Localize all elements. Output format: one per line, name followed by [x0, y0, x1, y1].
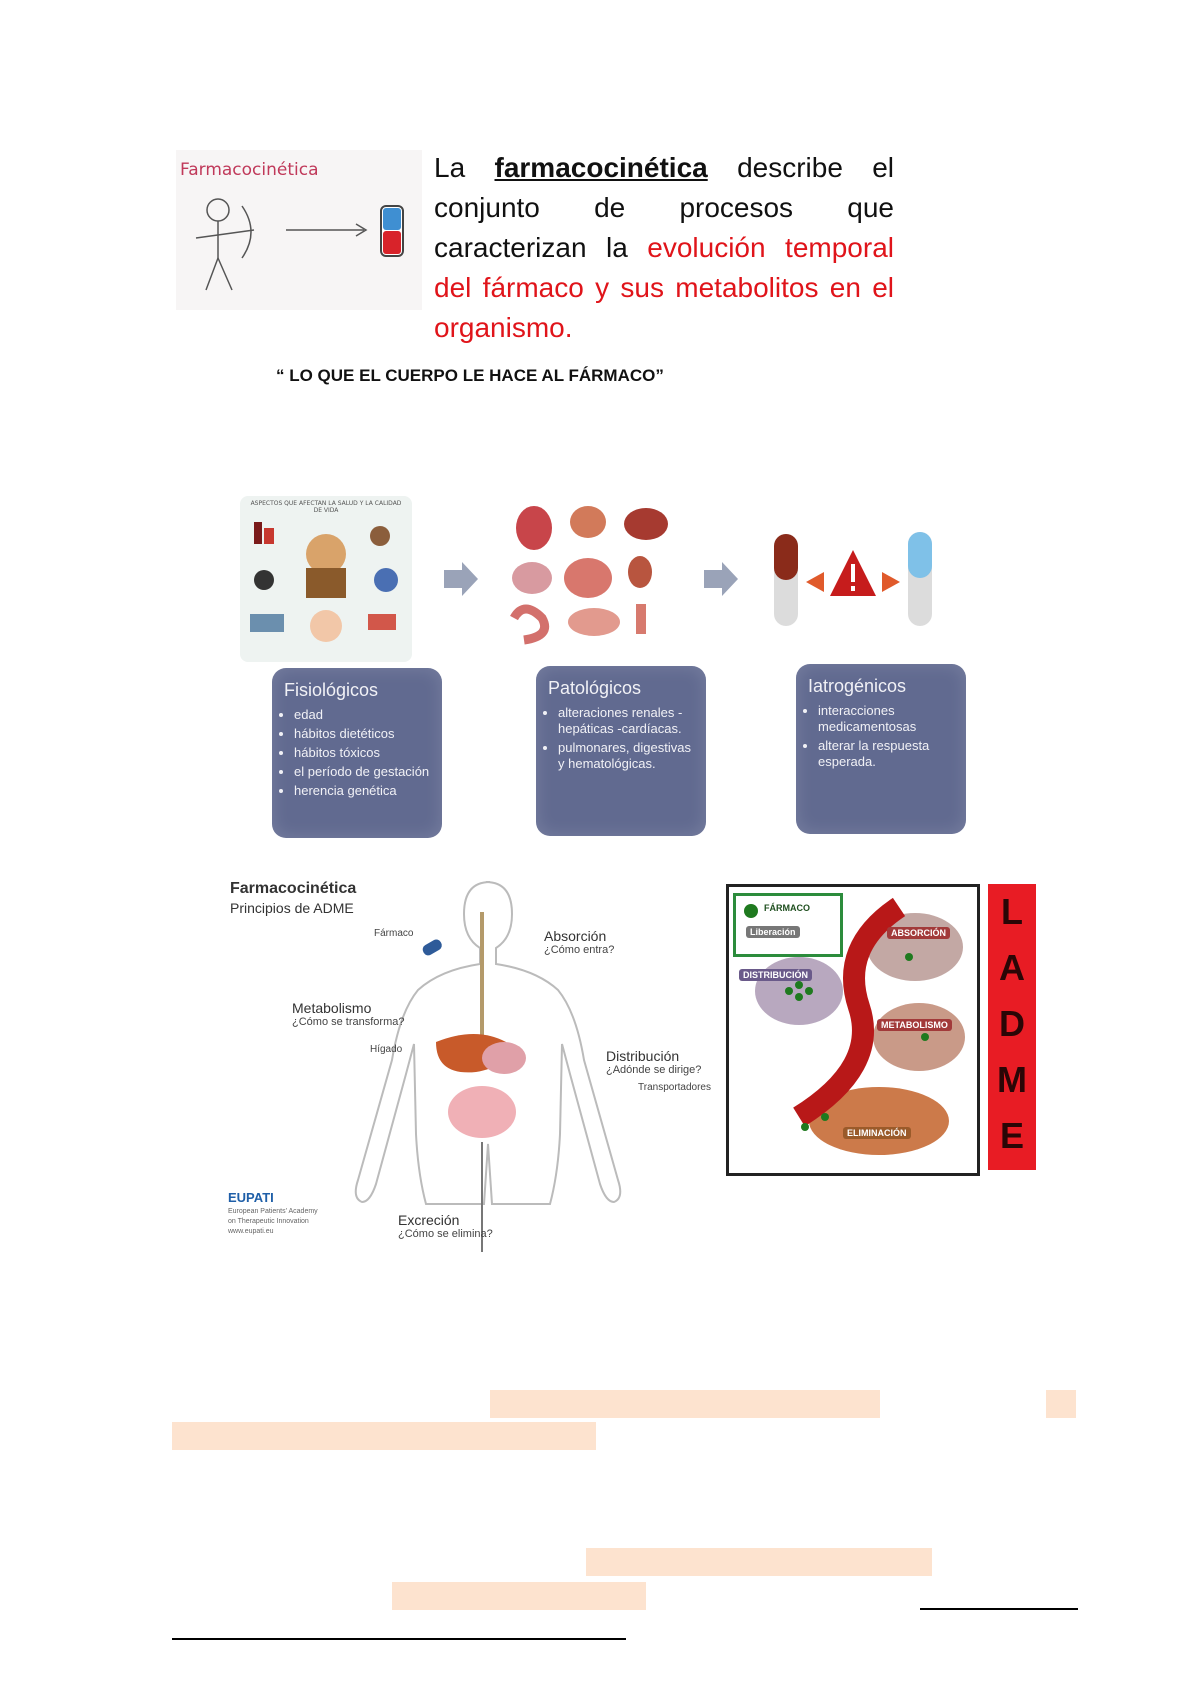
list-item: • herencia genética: [294, 783, 434, 799]
farmaco-label: Fármaco: [374, 928, 414, 939]
patologicos-title: Patológicos: [548, 678, 642, 698]
lifestyle-collage-image: [240, 496, 412, 662]
eupati-logo-text: EUPATI: [228, 1190, 274, 1205]
ladme-letter: E: [999, 1115, 1024, 1156]
list-item: • interacciones medicamentosas: [818, 703, 958, 735]
intro-highlight: evolución temporal del fármaco y sus metabolitos en el organismo.: [434, 232, 894, 343]
highlight-band: [172, 1422, 596, 1450]
list-item: • el período de gestación: [294, 764, 434, 780]
adme-figure: [220, 872, 730, 1257]
farmaco-legend: [733, 893, 843, 957]
absorcion-question: ¿Cómo entra?: [544, 944, 615, 956]
arrow-right-icon: [704, 562, 738, 596]
absorcion-label: Absorción: [544, 928, 607, 944]
metabolismo-tag: METABOLISMO: [877, 1019, 952, 1031]
underline-rule: [172, 1638, 626, 1640]
absorcion-tag: ABSORCIÓN: [887, 927, 950, 939]
farmaco-tag: FÁRMACO: [764, 903, 810, 913]
eupati-url: www.eupati.eu: [228, 1228, 274, 1235]
intro-paragraph: [434, 148, 894, 348]
metabolismo-label: Metabolismo: [292, 1000, 372, 1016]
list-item: • alteraciones renales -hepáticas -cardíacas.: [558, 705, 698, 737]
eupati-logo-line1: European Patients' Academy: [228, 1208, 318, 1215]
eupati-logo: [228, 1190, 338, 1254]
list-item: • alterar la respuesta esperada.: [818, 738, 958, 770]
ladme-letters: [988, 884, 1036, 1170]
list-item: • pulmonares, digestivas y hematológicas.: [558, 740, 698, 772]
ladme-letter: D: [999, 1003, 1025, 1044]
illustration-label: Farmacocinética: [180, 160, 319, 180]
highlight-band: [490, 1390, 880, 1418]
ladme-diagram: [726, 884, 980, 1176]
collage-caption: ASPECTOS QUE AFECTAN LA SALUD Y LA CALIDAD DE VIDA: [250, 500, 402, 514]
iatrogenicos-box: [796, 664, 966, 834]
underline-rule: [920, 1608, 1078, 1610]
iatrogenicos-title: Iatrogénicos: [808, 676, 907, 696]
intro-text-middle: describe el conjunto de procesos que caracterizan la: [434, 152, 895, 263]
arrow-right-icon: [444, 562, 478, 596]
highlight-band: [392, 1582, 646, 1610]
metabolismo-question: ¿Cómo se transforma?: [292, 1016, 405, 1028]
excrecion-label: Excreción: [398, 1212, 460, 1228]
ladme-letter: A: [999, 947, 1025, 988]
transportadores-label: Transportadores: [638, 1082, 711, 1093]
ladme-letter: M: [997, 1059, 1027, 1100]
ladme-letter: L: [1001, 891, 1023, 932]
distribucion-tag: DISTRIBUCIÓN: [739, 969, 812, 981]
intro-text-start: La: [434, 152, 466, 183]
distribucion-label: Distribución: [606, 1048, 680, 1064]
list-item: • edad: [294, 707, 434, 723]
highlight-band: [586, 1548, 932, 1576]
eupati-logo-line2: on Therapeutic Innovation: [228, 1218, 309, 1225]
adme-title: Farmacocinética: [230, 880, 357, 897]
adme-subtitle: Principios de ADME: [230, 900, 354, 916]
highlight-band: [1046, 1390, 1076, 1418]
intro-keyword: farmacocinética: [494, 152, 708, 183]
drug-interaction-image: [768, 526, 938, 634]
list-item: • hábitos dietéticos: [294, 726, 434, 742]
quote: “ LO QUE EL CUERPO LE HACE AL FÁRMACO”: [276, 366, 664, 385]
patologicos-box: [536, 666, 706, 836]
header-illustration: [176, 150, 422, 310]
organs-image: [506, 500, 676, 648]
archer-drawing: [176, 150, 422, 310]
higado-label: Hígado: [370, 1044, 403, 1055]
fisiologicos-title: Fisiológicos: [284, 680, 379, 700]
fisiologicos-box: [272, 668, 442, 838]
distribucion-question: ¿Adónde se dirige?: [606, 1064, 702, 1076]
excrecion-question: ¿Cómo se elimina?: [398, 1228, 493, 1240]
eliminacion-tag: ELIMINACIÓN: [843, 1127, 911, 1139]
liberacion-tag: Liberación: [746, 926, 800, 938]
list-item: • hábitos tóxicos: [294, 745, 434, 761]
